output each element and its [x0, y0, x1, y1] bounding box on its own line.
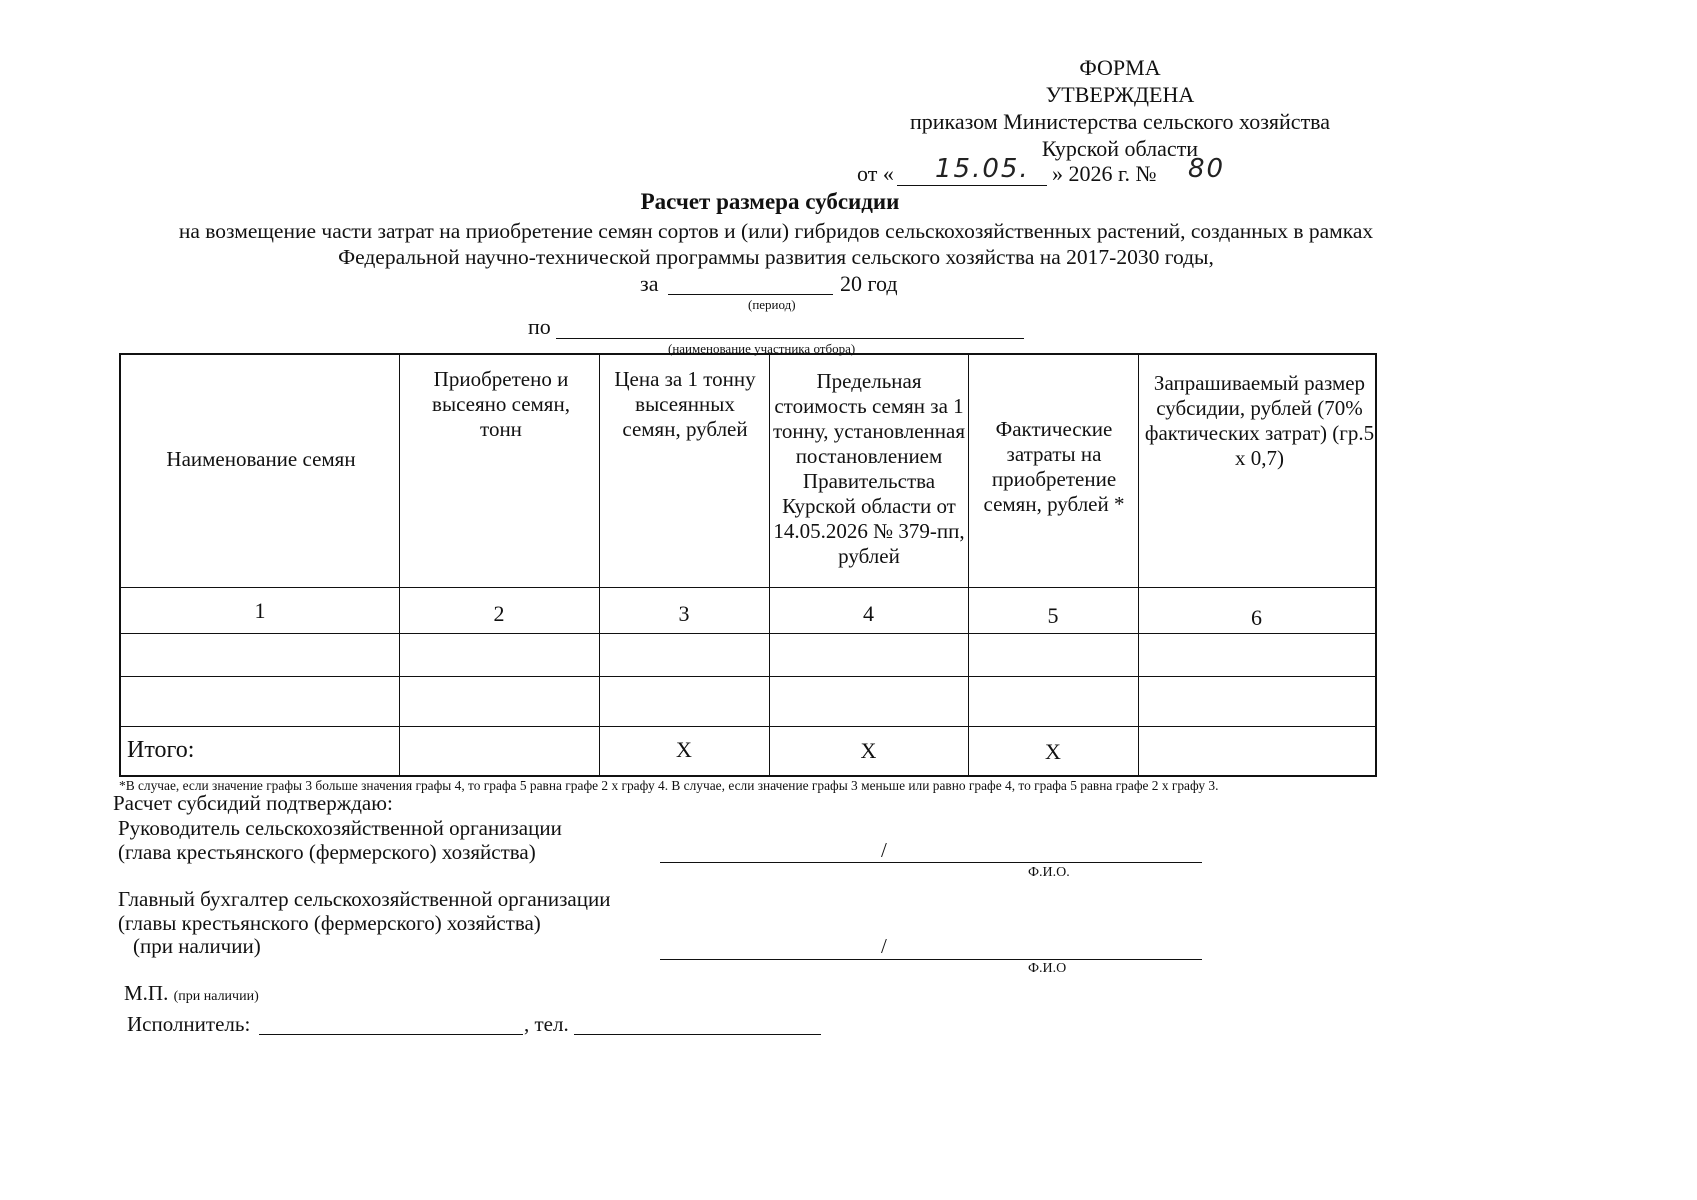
subtitle-line-1: на возмещение части затрат на приобретение семян сортов и (или) гибридов сельскохозяйственных растений, созданных в рамках [178, 219, 1374, 243]
column-number: 5 [1047, 603, 1059, 628]
document-title: Расчет размера субсидии [640, 189, 900, 214]
header-purchased-tons: Приобретено и высеяно семян, тонн [432, 367, 570, 441]
footnote: *В случае, если значение графы 3 больше значения графы 4, то графа 5 равна графе 2 х графу 4. В случае, если значение графы 3 меньше или равно графе 4, то графа 5 равна графе 2 х графу 3. [119, 778, 1219, 793]
confirm-label: Расчет субсидий подтверждаю: [113, 791, 393, 815]
participant-underline [556, 314, 1024, 339]
subsidy-table [119, 353, 1377, 777]
order-line: приказом Министерства сельского хозяйства [909, 109, 1331, 134]
total-x-mark: X [860, 738, 877, 763]
subtitle-line-2: Федеральной научно-технической программы развития сельского хозяйства на 2017-2030 годы, [338, 245, 1214, 269]
head-title-line-1: Руководитель сельскохозяйственной организации [118, 816, 562, 840]
accountant-title-line-2: (главы крестьянского (фермерского) хозяйства) [118, 911, 541, 935]
header-requested-subsidy: Запрашиваемый размер субсидии, рублей (70% фактических затрат) (гр.5 х 0,7) [1144, 371, 1375, 470]
row-divider [121, 587, 1375, 588]
row-divider [121, 633, 1375, 634]
form-label: ФОРМА [1079, 55, 1161, 80]
column-number: 2 [493, 601, 505, 626]
col-divider [1138, 355, 1139, 775]
period-prefix: за [640, 271, 659, 296]
row-divider [121, 726, 1375, 727]
executor-label: Исполнитель: [127, 1012, 251, 1036]
mp-note: (при наличии) [173, 989, 259, 1004]
column-number: 1 [254, 598, 266, 623]
column-number: 4 [863, 601, 874, 626]
phone-label: , тел. [524, 1012, 569, 1036]
total-label: Итого: [127, 737, 195, 763]
by-prefix: по [528, 314, 551, 339]
col-divider [399, 355, 400, 775]
participant-caption: (наименование участника отбора) [668, 341, 856, 356]
handwritten-number: 80 [1188, 154, 1226, 184]
header-price-per-ton: Цена за 1 тонну высеянных семян, рублей [614, 367, 756, 441]
mp-label: М.П. [124, 981, 169, 1005]
column-number: 6 [1251, 605, 1262, 630]
row-divider [121, 676, 1375, 677]
header-actual-costs: Фактические затраты на приобретение семян, рублей * [983, 417, 1125, 516]
head-signature-slash: / [881, 838, 887, 862]
col-divider [599, 355, 600, 775]
period-year: 20 год [840, 271, 898, 296]
head-title-line-2: (глава крестьянского (фермерского) хозяйства) [118, 840, 536, 864]
phone-underline [574, 1012, 821, 1035]
accountant-signature-line [660, 935, 1202, 960]
executor-underline [259, 1012, 523, 1035]
column-number: 3 [678, 601, 690, 626]
head-fio-caption: Ф.И.О. [1028, 865, 1070, 880]
handwritten-date: 15.05. [935, 154, 1030, 184]
date-suffix: » 2026 г. № [1052, 161, 1157, 186]
stamp-place [124, 981, 259, 1006]
approved-label: УТВЕРЖДЕНА [1045, 82, 1195, 107]
total-x-mark: X [1045, 739, 1061, 764]
period-underline [668, 270, 833, 295]
period-caption: (период) [748, 297, 796, 312]
accountant-fio-caption: Ф.И.О [1028, 961, 1067, 976]
col-divider [968, 355, 969, 775]
region-line: Курской области [1041, 136, 1199, 161]
header-seed-name: Наименование семян [166, 447, 356, 471]
date-prefix: от « [857, 161, 894, 186]
header-limit-cost: Предельная стоимость семян за 1 тонну, установленная постановлением Правительства Курской области от 14.05.2026 № 379-пп, рублей [773, 369, 965, 568]
accountant-title-line-3: (при наличии) [133, 934, 261, 958]
total-x-mark: X [676, 737, 692, 762]
accountant-title-line-1: Главный бухгалтер сельскохозяйственной организации [118, 887, 611, 911]
accountant-signature-slash: / [881, 934, 887, 958]
col-divider [769, 355, 770, 775]
head-signature-line [660, 838, 1202, 863]
